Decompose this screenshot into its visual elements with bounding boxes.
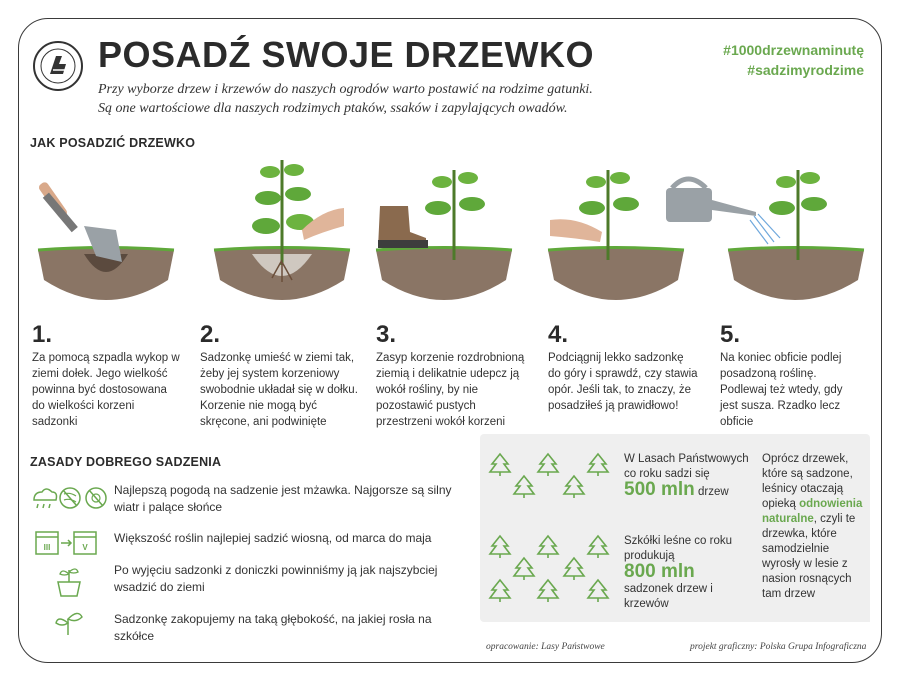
watering-can-icon: [652, 170, 762, 240]
credits-design: projekt graficzny: Polska Grupa Infograficzna: [690, 642, 867, 652]
rule-depth: Sadzonkę zakopujemy na taką głębokość, na jakiej rosła na szkółce: [30, 605, 470, 641]
weather-icons: [30, 482, 110, 518]
page-title: POSADŹ SWOJE DRZEWKO: [98, 34, 595, 75]
step-4: 4. Podciągnij lekko sadzonkę do góry i sprawdź, czy stawia opór. Jeśli tak, to znaczy, że posadziłeś ją prawidłowo!: [548, 321, 698, 412]
step2-place-seedling-illustration: [212, 150, 352, 320]
subtitle: Przy wyborze drzew i krzewów do naszych ogrodów warto postawić na rodzime gatunki. Są one wartościowe dla naszych rodzimych ptaków, ssaków i zapylających owadów.: [98, 82, 593, 116]
pot-plant-icon: [30, 562, 110, 598]
natural-regeneration-note: Oprócz drzewek, które są sadzone, leśnicy otaczają opieką odnowienia naturalne, czyli te drzewka, które samodzielnie wyrosły w lesie z nasion rosnących tam drzew: [762, 453, 863, 600]
step-2: 2. Sadzonkę umieść w ziemi tak, żeby jej system korzeniowy swobodnie układał się w dołku. Korzenie nie mogą być skręcone, ani podwinięte: [200, 321, 358, 428]
hashtag[interactable]: #sadzimyrodzime: [747, 62, 864, 78]
hashtags: [723, 40, 864, 80]
credits-author: opracowanie: Lasy Państwowe: [486, 642, 605, 652]
hashtag[interactable]: #1000drzewnaminutę: [723, 42, 864, 58]
calendar-label-end: V: [82, 543, 88, 552]
calendar-icon: [30, 526, 110, 562]
tree-icons-bottom: [486, 532, 616, 612]
tree-icons-top: [486, 448, 616, 508]
how-to-heading: JAK POSADZIĆ DRZEWKO: [30, 136, 196, 150]
rules-heading: ZASADY DOBREGO SADZENIA: [30, 455, 222, 469]
seedling-icon: [30, 605, 110, 641]
step3-fill-soil-illustration: [374, 150, 514, 320]
calendar-label-start: III: [43, 543, 51, 552]
rule-repot: Po wyjęciu sadzonki z doniczki powinniśmy ją jak najszybciej wsadzić do ziemi: [30, 562, 470, 598]
step1-dig-illustration: [36, 150, 176, 320]
trees-planted-stat: W Lasach Państwowych co roku sadzi się 500 mln drzew: [624, 453, 749, 500]
step-3: 3. Zasyp korzenie rozdrobnioną ziemią i delikatnie udepcz ją wokół rośliny, by nie pozostawić pustych przestrzeni wokół korzeni: [376, 321, 525, 428]
rule-weather: Najlepszą pogodą na sadzenie jest mżawka. Najgorsze są silny wiatr i palące słońce: [30, 482, 470, 518]
step-5: 5. Na koniec obficie podlej posadzoną roślinę. Podlewaj też wtedy, gdy jest susza. Rzadko lecz obficie: [720, 321, 843, 428]
lasy-panstwowe-logo: [32, 40, 84, 92]
nursery-stat: Szkółki leśne co roku produkują 800 mln sadzonek drzew i krzewów: [624, 535, 733, 610]
step-1: 1. Za pomocą szpadla wykop w ziemi dołek. Jego wielkość powinna być dostosowana do wielkości korzeni sadzonki: [32, 321, 180, 428]
rule-season: III V Większość roślin najlepiej sadzić wiosną, od marca do maja: [30, 526, 470, 562]
